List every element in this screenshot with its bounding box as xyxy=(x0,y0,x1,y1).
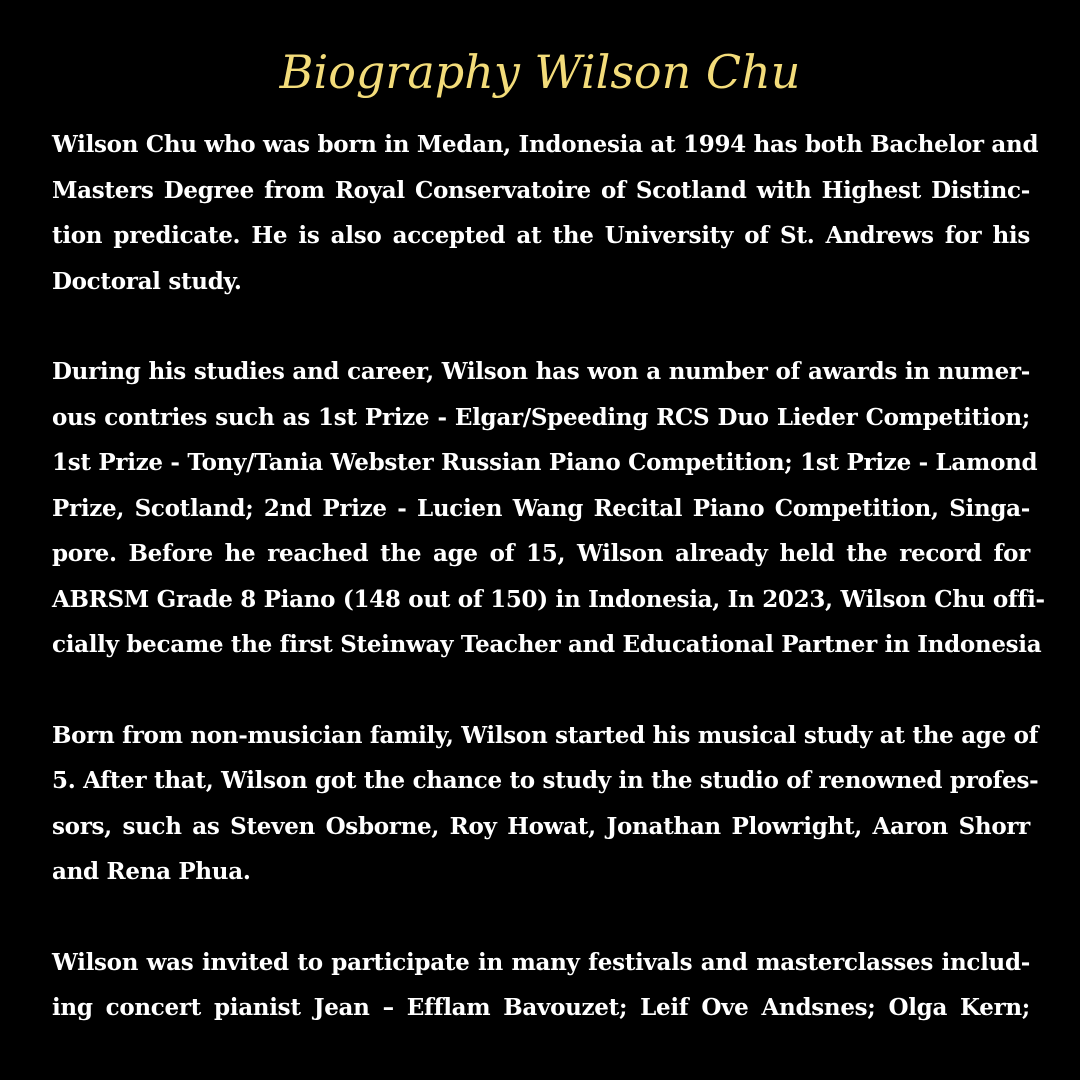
text-line: Wilson Chu who was born in Medan, Indonesia at 1994 has both Bachelor and xyxy=(52,131,1039,158)
paragraph-awards xyxy=(52,349,1045,668)
text-line: During his studies and career, Wilson has won a number of awards in numer- xyxy=(52,358,1030,385)
paragraph-education xyxy=(52,122,1039,304)
page-title: Biography Wilson Chu xyxy=(279,45,801,99)
text-line: cially became the first Steinway Teacher and Educational Partner in Indonesia xyxy=(52,631,1042,658)
text-line: tion predicate. He is also accepted at the University of St. Andrews for his xyxy=(52,222,1030,249)
text-line: 5. After that, Wilson got the chance to study in the studio of renowned profes- xyxy=(52,767,1039,794)
paragraph-musical-study xyxy=(52,713,1039,895)
text-line: sors, such as Steven Osborne, Roy Howat, Jonathan Plowright, Aaron Shorr xyxy=(52,812,1030,840)
text-line: and Rena Phua. xyxy=(52,858,251,885)
text-line: 1st Prize - Tony/Tania Webster Russian Piano Competition; 1st Prize - Lamond xyxy=(52,449,1038,476)
text-line: Doctoral study. xyxy=(52,267,242,295)
text-line: Masters Degree from Royal Conservatoire of Scotland with Highest Distinc- xyxy=(52,176,1030,204)
paragraph-festivals xyxy=(52,940,1030,1031)
text-line: ing concert pianist Jean – Efflam Bavouzet; Leif Ove Andsnes; Olga Kern; xyxy=(52,994,1030,1021)
biography-body xyxy=(52,122,1045,1076)
text-line: pore. Before he reached the age of 15, Wilson already held the record for xyxy=(52,540,1030,567)
text-line: ABRSM Grade 8 Piano (148 out of 150) in Indonesia, In 2023, Wilson Chu offi- xyxy=(52,585,1045,613)
text-line: Prize, Scotland; 2nd Prize - Lucien Wang Recital Piano Competition, Singa- xyxy=(52,494,1030,522)
text-line: Born from non-musician family, Wilson started his musical study at the age of xyxy=(52,721,1039,749)
text-line: ous contries such as 1st Prize - Elgar/Speeding RCS Duo Lieder Competition; xyxy=(52,403,1030,431)
text-line: Wilson was invited to participate in many festivals and masterclasses includ- xyxy=(52,948,1030,976)
